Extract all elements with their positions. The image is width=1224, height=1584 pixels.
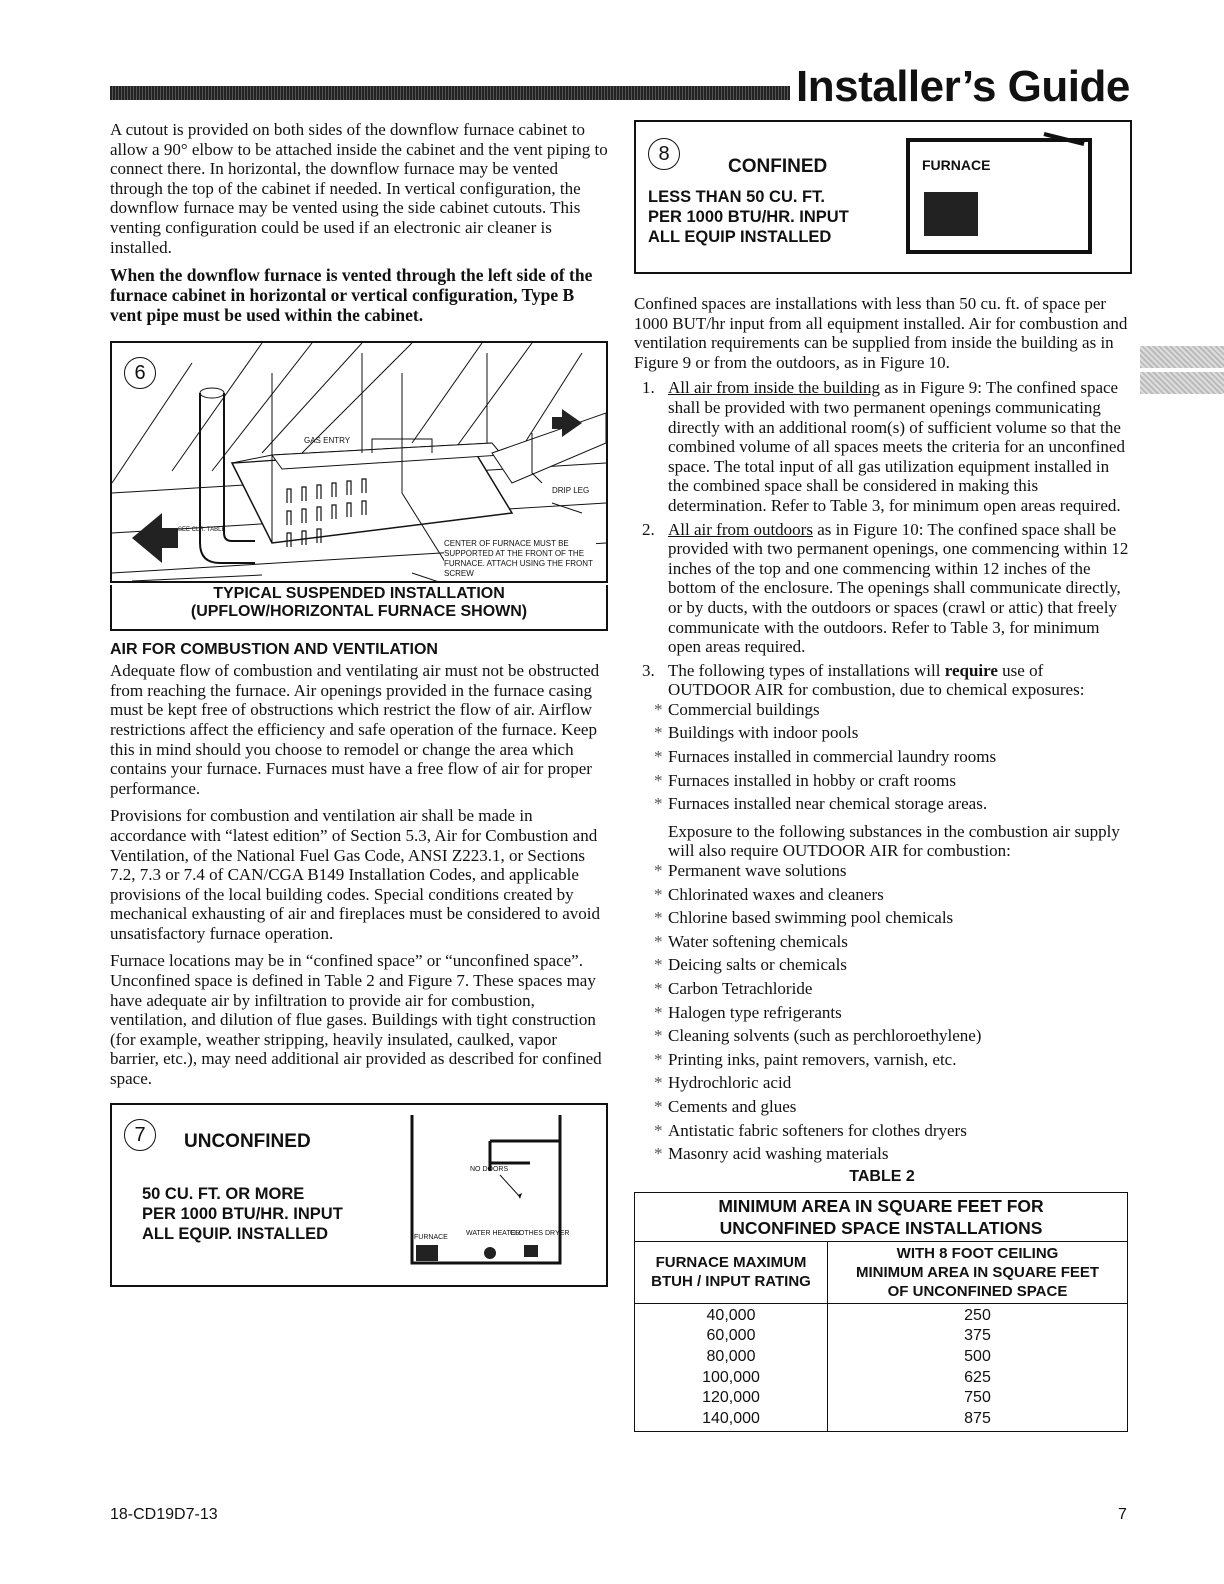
figure-8-number: 8 xyxy=(648,138,680,170)
list-item: * Carbon Tetrachloride xyxy=(634,979,1130,999)
left-column xyxy=(110,120,610,1287)
btuh-rating-cell: 140,000 xyxy=(702,1409,760,1427)
btuh-rating-cell: 80,000 xyxy=(706,1347,756,1365)
outdoor-air-link-text: All air from outdoors xyxy=(668,519,813,539)
side-tab-upper xyxy=(1140,346,1224,368)
btuh-rating-cell: 40,000 xyxy=(706,1306,756,1324)
confined-paragraph: Confined spaces are installations with less than 50 cu. ft. of space per 1000 BUT/hr input from all equipment installed. Air for combustion and ventilation requirements can be supplied from inside the building as in Figure 9 or from the outdoors, as in Figure 10. xyxy=(634,294,1128,372)
figure-6-number: 6 xyxy=(124,357,156,389)
venting-warning: When the downflow furnace is vented through the left side of the furnace cabinet in horizontal or vertical configuration, Type B vent pipe must be used within the cabinet. xyxy=(110,265,593,326)
exposure-paragraph: Exposure to the following substances in the combustion air supply will also require OUTDOOR AIR for combustion: xyxy=(668,821,1120,861)
list-item: * Deicing salts or chemicals xyxy=(634,955,1130,975)
figure-7 xyxy=(110,1103,608,1287)
list-item: * Printing inks, paint removers, varnish, etc. xyxy=(634,1050,1130,1070)
list-item: * Buildings with indoor pools xyxy=(634,723,1130,743)
figure-7-title: UNCONFINED xyxy=(184,1130,311,1152)
unconfined-furnace-label: FURNACE xyxy=(414,1233,448,1241)
figure-8 xyxy=(634,120,1132,274)
list-item: * Masonry acid washing materials xyxy=(634,1144,1130,1164)
clothes-dryer-label: CLOTHES DRYER xyxy=(510,1229,570,1237)
list-item: * Hydrochloric acid xyxy=(634,1073,1130,1093)
side-tab-lower xyxy=(1140,372,1224,394)
list-item: * Chlorinated waxes and cleaners xyxy=(634,885,1130,905)
right-column xyxy=(634,120,1130,1432)
list-item: * Permanent wave solutions xyxy=(634,861,1130,881)
col1-header-1: FURNACE MAXIMUM xyxy=(655,1254,807,1272)
min-area-cell: 500 xyxy=(964,1347,991,1365)
list-item: * Furnaces installed near chemical storage areas. xyxy=(634,794,1130,814)
inside-air-link-text: All air from inside the building xyxy=(668,378,880,398)
figure-8-line-1: LESS THAN 50 CU. FT. xyxy=(648,188,825,206)
col2-header-3: OF UNCONFINED SPACE xyxy=(887,1282,1068,1300)
btuh-rating-cell: 120,000 xyxy=(702,1389,760,1407)
list-item: * Halogen type refrigerants xyxy=(634,1003,1130,1023)
confined-furnace-label: FURNACE xyxy=(922,157,991,173)
figure-7-line-3: ALL EQUIP. INSTALLED xyxy=(142,1224,329,1243)
list-item: * Water softening chemicals xyxy=(634,932,1130,952)
header-rule xyxy=(110,86,790,100)
air-paragraph-1: Adequate flow of combustion and ventilating air must not be obstructed from reaching the furnace. Air openings provided in the furnace casing must be kept free of obstructions which restrict the flow of air. Airflow restrictions affect the efficiency and safe operation of the furnace. Keep this in mind should you choose to remodel or change the area which contains your furnace. Furnaces must have a free flow of air for proper performance. xyxy=(110,661,600,798)
min-area-cell: 375 xyxy=(964,1327,991,1345)
figure-6-caption-1: TYPICAL SUSPENDED INSTALLATION xyxy=(213,585,505,603)
support-note-visible: CENTER OF FURNACE MUST BE SUPPORTED AT THE FRONT OF THE FURNACE. ATTACH USING THE FRONT SCREW xyxy=(444,539,596,579)
min-area-cell: 750 xyxy=(964,1389,991,1407)
min-area-cell: 250 xyxy=(964,1306,991,1324)
see-clr-label: SEE CLR. TABLE xyxy=(178,527,226,534)
drip-leg-label: DRIP LEG xyxy=(552,486,590,496)
table-2-label: TABLE 2 xyxy=(849,1167,915,1185)
table-2-title-2: UNCONFINED SPACE INSTALLATIONS xyxy=(719,1217,1043,1238)
list-item: 3. The following types of installations will require use of OUTDOOR AIR for combustion, due to chemical exposures: * Commercial buildings * Buildings with indoor pools * Furnaces installed in commercial laundry rooms * Furnaces installed in hobby or craft rooms * Furnaces installed near chemical storage areas. Exposure to the following substances in the combustion air supply will also require OUTDOOR AIR for combustion: * Permanent wave solutions * Chlorinated waxes and cleaners * Chlorine based swimming pool chemicals * Water softening chemicals * Deicing salts or chemicals * Carbon Tetrachloride * Halogen type refrigerants * Cleaning solvents (such as perchloroethylene) * Printing inks, paint removers, varnish, etc. * Hydrochloric acid * Cements and glues * Antistatic fabric softeners for clothes dryers * Masonry acid washing materials xyxy=(634,661,1130,1164)
no-doors-label: NO DOORS xyxy=(470,1165,509,1173)
col2-header-2: MINIMUM AREA IN SQUARE FEET xyxy=(855,1263,1100,1281)
col2-header-1: WITH 8 FOOT CEILING xyxy=(896,1244,1059,1262)
air-paragraph-2: Provisions for combustion and ventilation air shall be made in accordance with “latest edition” of Section 5.3, Air for Combustion and Ventilation, of the National Fuel Gas Code, ANSI Z223.1, or Sections 7.2, 7.3 or 7.4 of CAN/CGA B149 Installation Codes, and applicable provisions of the local building codes. Special conditions created by mechanical exhausting of air and fireplaces must be considered to avoid unsatisfactory furnace operation. xyxy=(110,806,600,943)
list-item: * Furnaces installed in hobby or craft rooms xyxy=(634,771,1130,791)
list-item: * Furnaces installed in commercial laundry rooms xyxy=(634,747,1130,767)
list-item: 2. All air from outdoors as in Figure 10: The confined space shall be provided with two permanent openings, one commencing within 12 inches of the top and one commencing within 12 inches of the bottom of the enclosure. The openings shall communicate directly, or by ducts, with the outdoors or spaces (crawl or attic) that freely communicate with the outdoors. Refer to Table 3, for minimum open areas required. xyxy=(642,519,1129,657)
list-item: * Cleaning solvents (such as perchloroethylene) xyxy=(634,1026,1130,1046)
substances-list xyxy=(634,861,1130,1164)
figure-7-line-2: PER 1000 BTU/HR. INPUT xyxy=(142,1204,343,1223)
col1-header-2: BTUH / INPUT RATING xyxy=(651,1273,811,1291)
list-item: * Chlorine based swimming pool chemicals xyxy=(634,908,1130,928)
air-paragraph-3: Furnace locations may be in “confined space” or “unconfined space”. Unconfined space is defined in Table 2 and Figure 7. These spaces may have adequate air by infiltration to provide air for combustion, ventilation, and dilution of flue gases. Buildings with tight construction (for example, weather stripping, heavily insulated, caulked, vapor barrier, etc.), may need additional air provided as described for confined space. xyxy=(110,951,602,1089)
figure-6-caption-2: (UPFLOW/HORIZONTAL FURNACE SHOWN) xyxy=(190,603,528,621)
installation-types-list xyxy=(634,700,1130,814)
list-item: * Antistatic fabric softeners for clothes dryers xyxy=(634,1121,1130,1141)
confined-room-diagram xyxy=(904,132,1104,262)
list-item: 1. All air from inside the building as in Figure 9: The confined space shall be provided with two permanent openings communicating directly with an additional room(s) of sufficient volume so that the combined volume of all spaces meets the criteria for an unconfined space. The total input of all gas utilization equipment installed in the combined space shall be considered in making this determination. Refer to Table 3, for minimum open areas required. xyxy=(642,378,1125,515)
list-item: * Cements and glues xyxy=(634,1097,1130,1117)
btuh-rating-cell: 60,000 xyxy=(706,1327,756,1345)
unconfined-room-diagram xyxy=(400,1115,570,1275)
requirements-list xyxy=(634,378,1130,1163)
document-number: 18-CD19D7-13 xyxy=(110,1506,218,1523)
list-item: * Commercial buildings xyxy=(634,700,1130,720)
figure-7-line-1: 50 CU. FT. OR MORE xyxy=(142,1184,305,1203)
figure-8-line-3: ALL EQUIP INSTALLED xyxy=(648,228,832,246)
figure-6-caption-box xyxy=(110,539,608,631)
intro-paragraph: A cutout is provided on both sides of the downflow furnace cabinet to allow a 90° elbow to be attached inside the cabinet and the vent piping to connect there. In horizontal, the downflow furnace may be vented through the top of the cabinet if needed. In vertical configuration, the downflow furnace may be vented using the side cabinet cutouts. This venting configuration could be used if an electronic air cleaner is installed. xyxy=(110,120,608,257)
min-area-cell: 625 xyxy=(964,1368,991,1386)
figure-7-number: 7 xyxy=(124,1119,156,1151)
table-2 xyxy=(634,1192,1128,1433)
figure-8-line-2: PER 1000 BTU/HR. INPUT xyxy=(648,208,849,226)
gas-entry-label: GAS ENTRY xyxy=(304,436,351,446)
air-section-heading: AIR FOR COMBUSTION AND VENTILATION xyxy=(110,641,438,659)
min-area-cell: 875 xyxy=(964,1409,991,1427)
page-number: 7 xyxy=(1118,1506,1127,1523)
page-title: Installer’s Guide xyxy=(796,62,1130,111)
table-2-title-1: MINIMUM AREA IN SQUARE FEET FOR xyxy=(718,1195,1044,1216)
figure-8-title: CONFINED xyxy=(728,156,828,177)
water-heater-label: WATER HEATER xyxy=(466,1229,521,1237)
btuh-rating-cell: 100,000 xyxy=(702,1368,760,1386)
